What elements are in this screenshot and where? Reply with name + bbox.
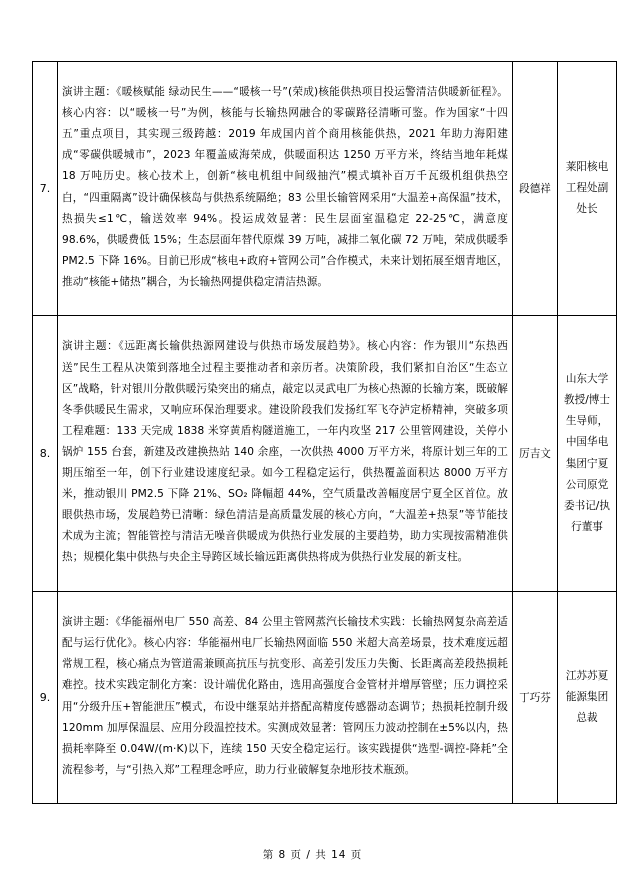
table-row: [33, 62, 617, 316]
speaker-title: 江苏苏夏能源集团总裁: [558, 592, 617, 804]
talk-description: 演讲主题：《远距离长输供热源网建设与供热市场发展趋势》。核心内容：作为银川“东热西送”民生工程从决策到落地全过程主要推动者和亲历者。决策阶段，我们紧扣自治区“生态立区”战略，针对银川分散供暖污染突出的痛点，敲定以灵武电厂为核心热源的长输方案，既破解冬季供暖民生需求，又响应环保治理要求。建设阶段我们发扬红军飞夺泸定桥精神，突破多项工程难题：133 天完成 1838 米穿黄盾构隧道施工，一年内攻坚 217 公里管网建设，关停小锅炉 155 台套，新建及改建换热站 140 余座，一次供热 4000 万平方米，将原计划三年的工期压缩至一年，创下行业建设速度纪录。如今工程稳定运行，供热覆盖面积达 8000 万平方米，推动银川 PM2.5 下降 21%、SO₂ 降幅超 44%，空气质量改善幅度居宁夏全区首位。放眼供热市场，发展趋势已清晰：绿色清洁是高质量发展的核心方向，“大温差+热泵”等节能技术成为主流；智能管控与清洁无噪音供暖成为供热行业发展的主要趋势，助力实现按需精准供热；规模化集中供热与央企主导跨区域长输远距离供热将成为供热行业发展的新支柱。: [58, 316, 513, 592]
row-number: 9.: [33, 592, 58, 804]
row-number: 8.: [33, 316, 58, 592]
speaker-name: 段德祥: [513, 62, 558, 316]
talk-description: 演讲主题：《暖核赋能 绿动民生——“暖核一号”(荣成)核能供热项目投运警清洁供暖新征程》。核心内容：以“暖核一号”为例，核能与长输热网融合的零碳路径清晰可鉴。作为国家“十四五”重点项目，其实现三级跨越：2019 年成国内首个商用核能供热，2021 年助力海阳建成“零碳供暖城市”，2023 年覆盖威海荣成，供暖面积达 1250 万平方米，终结当地年耗煤 18 万吨历史。核心技术上，创新“核电机组中间级抽汽”模式填补百万千瓦级机组供热空白，“四重隔离”设计确保核岛与供热系统隔绝；83 公里长输管网采用“大温差+高保温”技术，热损失≤1℃，输送效率 94%。投运成效显著：民生层面室温稳定 22-25℃，满意度 98.6%，供暖费低 15%；生态层面年替代原煤 39 万吨，减排二氧化碳 72 万吨，荣成供暖季 PM2.5 下降 16%。目前已形成“核电+政府+管网公司”合作模式，未来计划拓展至烟青地区，推动“核能+储热”耦合，为长输热网提供稳定清洁热源。: [58, 62, 513, 316]
speaker-name: 厉吉文: [513, 316, 558, 592]
speaker-name: 丁巧芬: [513, 592, 558, 804]
speaker-title: 莱阳核电工程处副处长: [558, 62, 617, 316]
row-number: 7.: [33, 62, 58, 316]
page-footer: 第 8 页 / 共 14 页: [262, 849, 363, 861]
speaker-table: [32, 61, 617, 804]
table-row: [33, 592, 617, 804]
talk-description: 演讲主题：《华能福州电厂 550 高差、84 公里主管网蒸汽长输技术实践：长输热网复杂高差适配与运行优化》。核心内容：华能福州电厂长输热网面临 550 米超大高差场景，技术难度远超常规工程，核心痛点为管道需兼顾高抗压与抗变形、高差引发压力失衡、长距离高差段热损耗难控。技术实践定制化方案：设计端优化路由，选用高强度合金管材并增厚管壁；压力调控采用“分级升压+智能泄压”模式，布设中继泵站并搭配高精度传感器动态调节；热损耗控制升级 120mm 加厚保温层、应用分段温控技术。实测成效显著：管网压力波动控制在±5%以内，热损耗率降至 0.04W/(m·K)以下，连续 150 天安全稳定运行。该实践提供“选型-调控-降耗”全流程参考，与“引热入郑”工程理念呼应，助力行业破解复杂地形技术瓶颈。: [58, 592, 513, 804]
table-row: [33, 316, 617, 592]
speaker-title: 山东大学教授/博士生导师，中国华电集团宁夏公司原党委书记/执行董事: [558, 316, 617, 592]
